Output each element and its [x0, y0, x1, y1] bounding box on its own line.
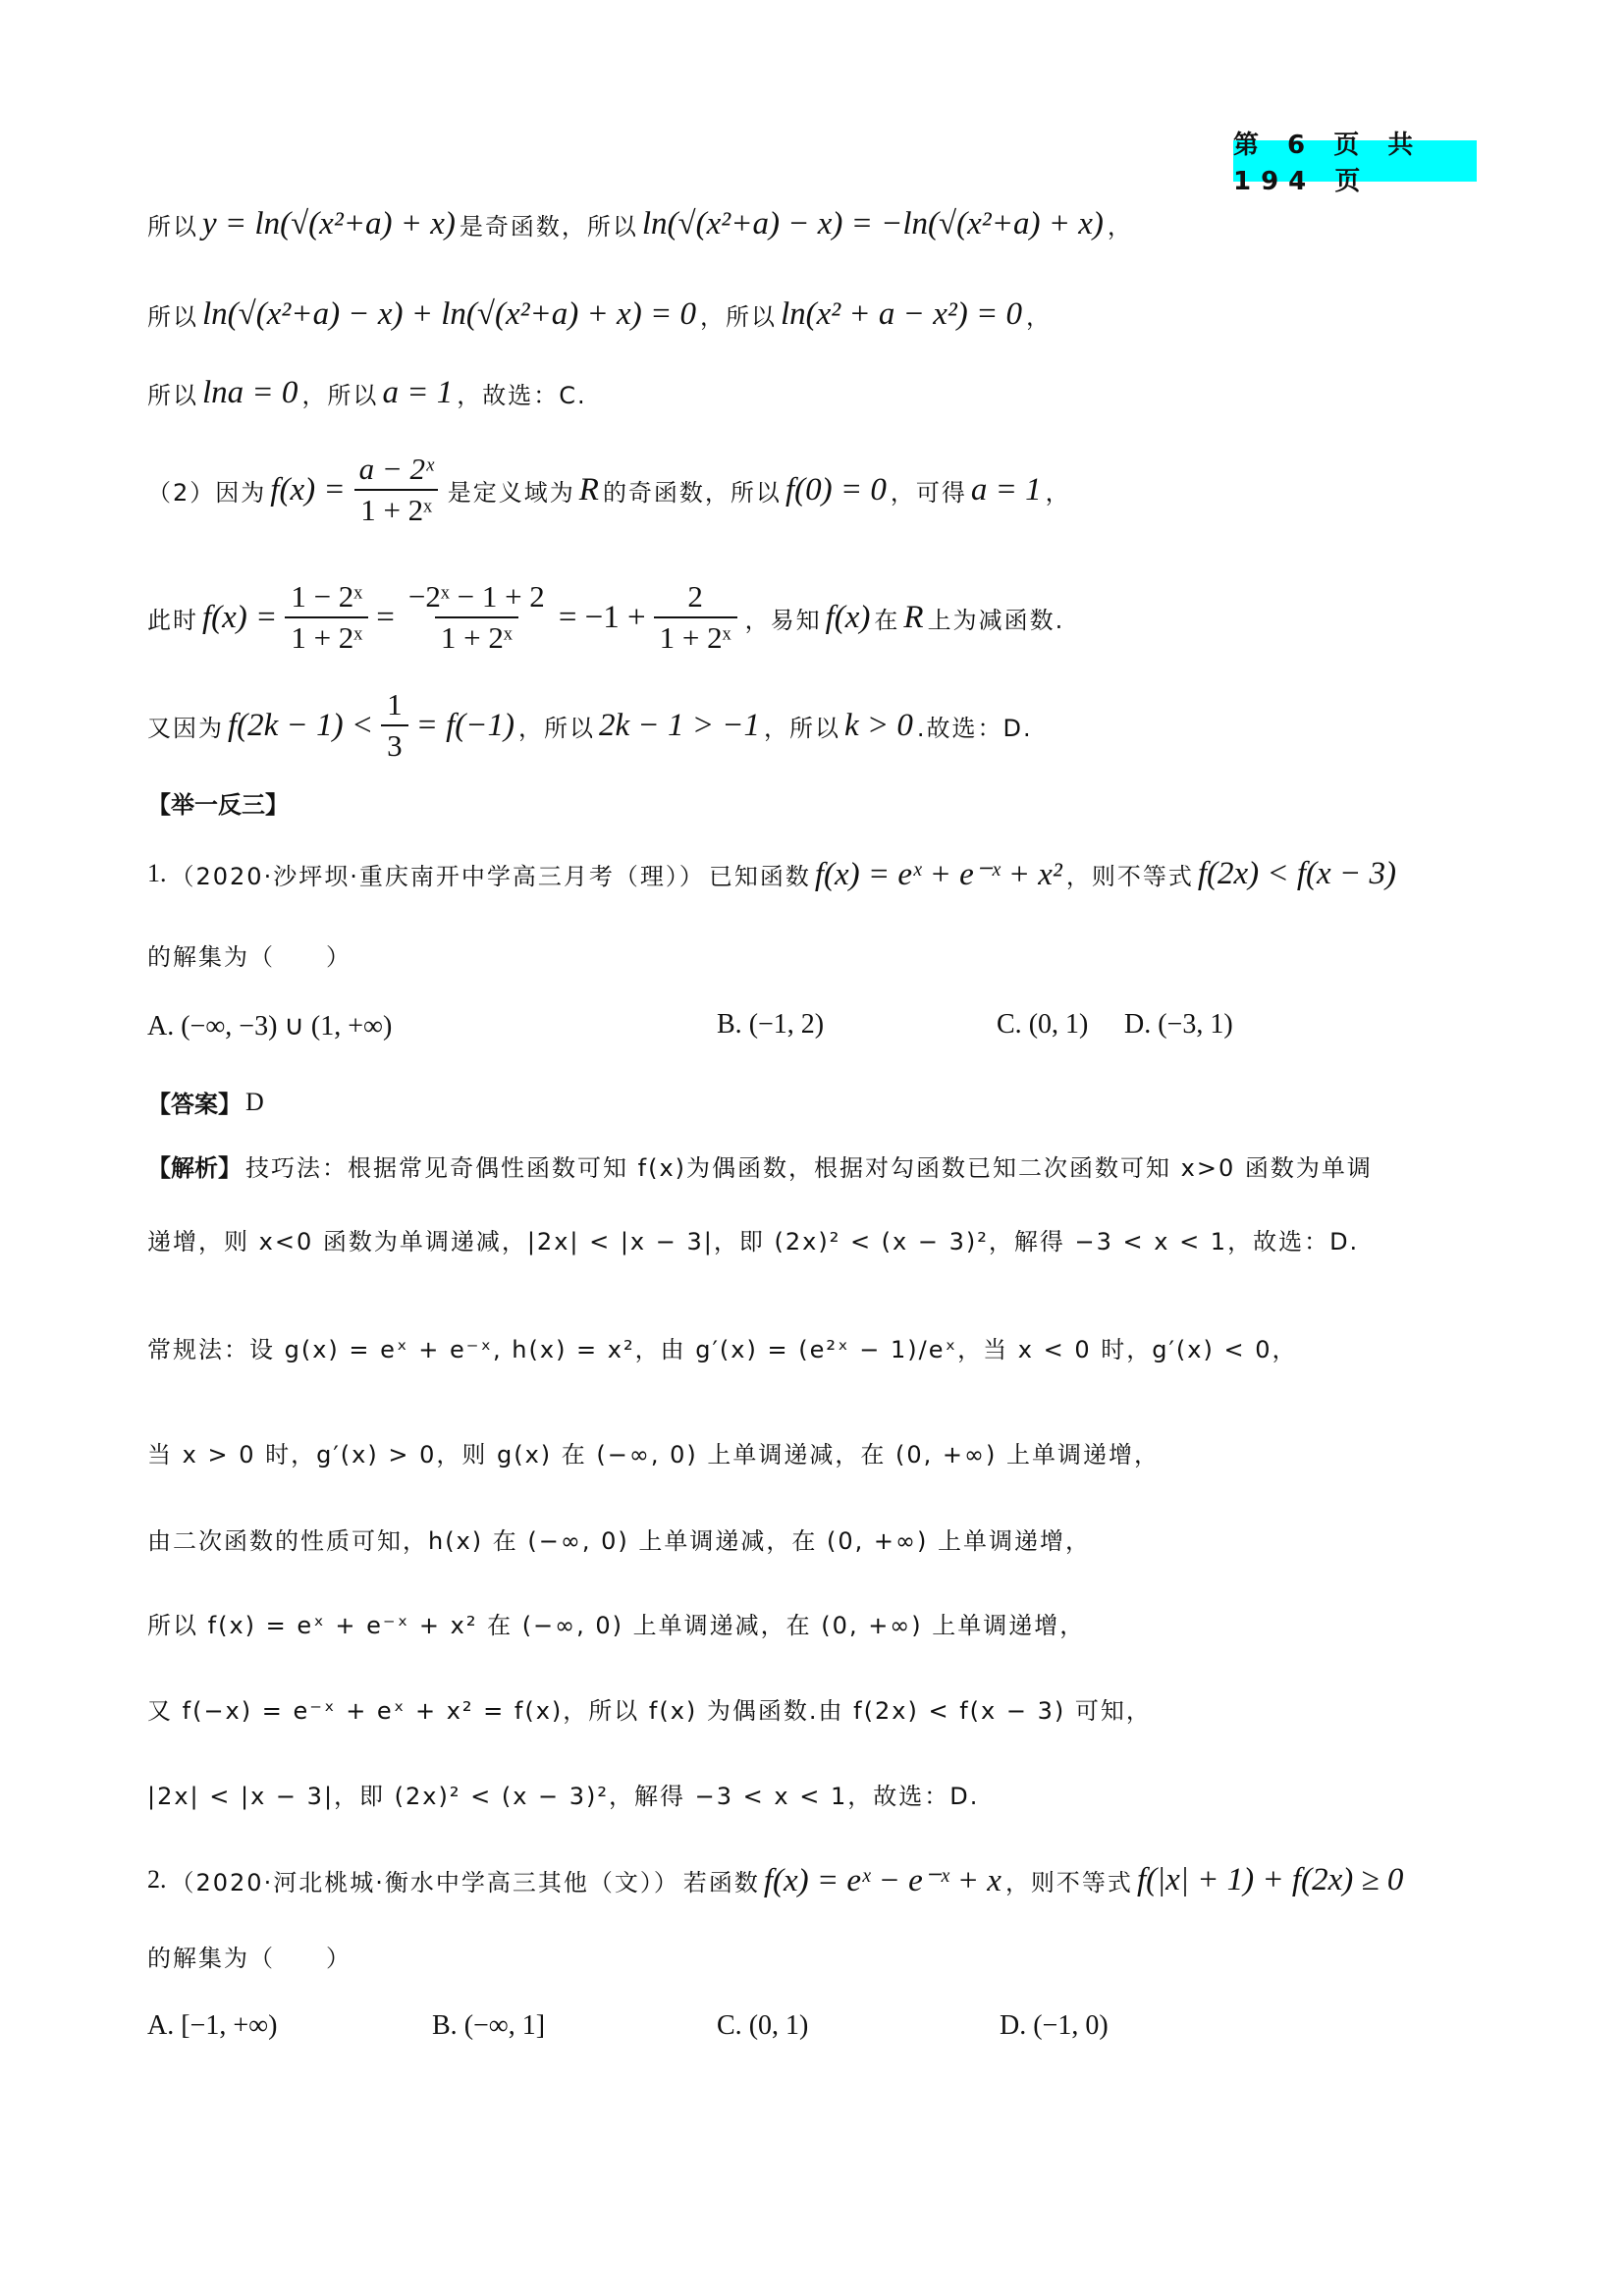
q1-option-b[interactable] [717, 1009, 824, 1041]
text: 若函数 [682, 1868, 760, 1896]
option-value: [−1, +∞) [181, 2010, 278, 2041]
q1-option-d[interactable] [1124, 1009, 1233, 1041]
analysis-text: |2x| < |x − 3|，即 (2x)² < (x − 3)²，解得 −3 < x < 1，故选：D. [147, 1783, 980, 1810]
text: .故选：D. [916, 714, 1033, 742]
q1-option-c[interactable] [997, 1009, 1088, 1041]
math-expression: f(2k − 1) < [228, 707, 374, 743]
text: 又因为 [147, 714, 224, 742]
option-value: (−1, 2) [748, 1009, 825, 1040]
math-expression: f(0) = 0 [785, 471, 887, 507]
text: 所以 [147, 213, 198, 240]
question-1-stem [147, 854, 1396, 893]
text: 的奇函数，所以 [602, 478, 782, 507]
option-value: (−∞, −3) ∪ (1, +∞) [181, 1011, 393, 1041]
q2-option-a[interactable] [147, 2010, 277, 2042]
text: ， [1026, 303, 1053, 331]
text: ，所以 [763, 714, 840, 742]
text: ，所以 [699, 303, 777, 331]
question-number: 2. [147, 1865, 167, 1894]
math-expression: f(x) = eˣ − e⁻ˣ + x [763, 1863, 1001, 1898]
option-label: A. [147, 2010, 175, 2041]
math-expression: f(|x| + 1) + f(2x) ≥ 0 [1136, 1861, 1404, 1897]
math-expression: f(2x) < f(x − 3) [1197, 855, 1396, 891]
question-source: （2020·河北桃城·衡水中学高三其他（文）） [170, 1868, 679, 1896]
fraction [403, 579, 551, 656]
analysis-text: 又 f(−x) = e⁻ˣ + eˣ + x² = f(x)，所以 f(x) 为偶函数.由 f(2x) < f(x − 3) 可知， [147, 1697, 1152, 1725]
text: ，则不等式 [1065, 862, 1194, 890]
text: 是定义域为 [447, 478, 575, 507]
solution-line [147, 375, 587, 411]
math-expression: f(x) = eˣ + e⁻ˣ + x² [814, 857, 1062, 892]
text: 此时 [147, 606, 198, 634]
option-value: (0, 1) [1028, 1009, 1089, 1040]
math-expression: ln(x² + a − x²) = 0 [780, 296, 1023, 332]
solution-line [147, 452, 1071, 528]
option-value: (−1, 0) [1033, 2010, 1109, 2041]
section-title: 【举一反三】 [147, 791, 289, 819]
math-expression: f(x) = [270, 471, 346, 507]
denominator: 1 + 2ˣ [654, 616, 737, 656]
option-value: (−∞, 1] [463, 2010, 546, 2041]
answer-line [147, 1085, 264, 1119]
analysis-tag: 【解析】 [147, 1154, 242, 1182]
q2-option-d[interactable] [1000, 2010, 1109, 2042]
analysis-line [147, 1148, 1373, 1183]
math-symbol: R [578, 471, 599, 507]
fraction [654, 579, 737, 656]
text: 所以 [147, 382, 198, 409]
math-expression: f(x) [825, 599, 871, 635]
math-expression: = f(−1) [415, 707, 515, 743]
text: ，则不等式 [1004, 1868, 1133, 1896]
solution-line [147, 687, 1033, 764]
analysis-text: 当 x > 0 时，g′(x) > 0，则 g(x) 在 (−∞, 0) 上单调递减，在 (0, +∞) 上单调递增， [147, 1441, 1160, 1468]
question-source: （2020·沙坪坝·重庆南开中学高三月考（理）） [170, 862, 705, 890]
text: ， [1107, 213, 1133, 240]
text: 所以 [147, 303, 198, 331]
answer-tag: 【答案】 [147, 1091, 242, 1118]
equals-sign: = [376, 599, 395, 635]
text: ，易知 [744, 606, 822, 634]
option-value: (−3, 1) [1158, 1009, 1233, 1040]
analysis-line [147, 1522, 1091, 1556]
analysis-text: 由二次函数的性质可知，h(x) 在 (−∞, 0) 上单调递减，在 (0, +∞) 上单调递增， [147, 1527, 1091, 1555]
option-label: B. [432, 2010, 458, 2041]
math-expression: 2k − 1 > −1 [599, 707, 760, 743]
text: （2）因为 [147, 478, 267, 507]
math-expression: lna = 0 [202, 375, 298, 410]
answer-value: D [245, 1087, 264, 1116]
fraction [353, 452, 440, 528]
numerator: 1 − 2ˣ [291, 579, 363, 614]
q2-option-c[interactable] [717, 2010, 808, 2042]
denominator: 1 + 2ˣ [285, 616, 368, 656]
analysis-text: 技巧法：根据常见奇偶性函数可知 f(x)为偶函数，根据对勾函数已知二次函数可知 x>0 函数为单调 [245, 1154, 1373, 1182]
numerator: 2 [687, 579, 703, 614]
text: ，所以 [301, 382, 379, 409]
analysis-line [147, 1606, 1085, 1640]
math-expression: k > 0 [843, 707, 913, 743]
text: ，故选：C. [457, 382, 587, 409]
solution-line [147, 206, 1133, 242]
text: ，所以 [518, 714, 596, 742]
math-expression: f(x) = [202, 599, 278, 635]
numerator: 1 [387, 687, 403, 721]
question-2-stem-cont [147, 1939, 352, 1973]
solution-line [147, 579, 1064, 656]
analysis-line [147, 1330, 1297, 1364]
text: ， [1045, 478, 1071, 507]
option-label: D. [1000, 2010, 1027, 2041]
text: ，可得 [890, 478, 967, 507]
math-expression: a = 1 [382, 375, 454, 410]
text: 在 [874, 606, 900, 634]
analysis-line [147, 1222, 1359, 1256]
numerator: −2ˣ − 1 + 2 [407, 579, 545, 614]
analysis-line [147, 1777, 979, 1811]
text: 的解集为（ ） [147, 943, 352, 971]
math-expression: a = 1 [970, 471, 1042, 507]
math-expression: y = ln(√(x²+a) + x) [202, 206, 456, 241]
math-symbol: R [903, 599, 924, 635]
text: 是奇函数，所以 [459, 213, 638, 240]
text: 的解集为（ ） [147, 1945, 352, 1972]
question-1-stem-cont [147, 937, 352, 972]
section-heading [147, 785, 289, 820]
math-expression: ln(√(x²+a) − x) + ln(√(x²+a) + x) = 0 [202, 296, 696, 332]
numerator: a − 2ˣ [358, 452, 434, 486]
q1-option-a[interactable] [147, 1009, 392, 1042]
q2-option-b[interactable] [432, 2010, 545, 2042]
option-label: D. [1124, 1009, 1152, 1040]
option-label: C. [997, 1009, 1022, 1040]
option-value: (0, 1) [748, 2010, 809, 2041]
text: 上为减函数. [927, 606, 1065, 634]
analysis-line [147, 1435, 1160, 1469]
option-label: B. [717, 1009, 742, 1040]
denominator: 1 + 2ˣ [435, 616, 518, 656]
denominator: 3 [381, 724, 408, 764]
analysis-line [147, 1691, 1152, 1726]
solution-line [147, 296, 1052, 333]
fraction [381, 687, 408, 764]
question-2-stem [147, 1860, 1403, 1899]
page-indicator: 第 6 页 共 194 页 [1233, 140, 1477, 182]
fraction [285, 579, 368, 656]
option-label: C. [717, 2010, 742, 2041]
analysis-text: 所以 f(x) = eˣ + e⁻ˣ + x² 在 (−∞, 0) 上单调递减，在 (0, +∞) 上单调递增， [147, 1612, 1086, 1639]
math-expression: ln(√(x²+a) − x) = −ln(√(x²+a) + x) [641, 206, 1104, 241]
denominator: 1 + 2ˣ [354, 489, 438, 528]
option-label: A. [147, 1011, 175, 1041]
math-expression: = −1 + [558, 599, 646, 635]
question-number: 1. [147, 859, 167, 887]
analysis-text: 常规法：设 g(x) = eˣ + e⁻ˣ, h(x) = x²，由 g′(x) = (e²ˣ − 1)/eˣ，当 x < 0 时，g′(x) < 0， [147, 1336, 1298, 1363]
analysis-text: 递增，则 x<0 函数为单调递减，|2x| < |x − 3|，即 (2x)² < (x − 3)²，解得 −3 < x < 1，故选：D. [147, 1228, 1360, 1255]
text: 已知函数 [708, 862, 811, 890]
